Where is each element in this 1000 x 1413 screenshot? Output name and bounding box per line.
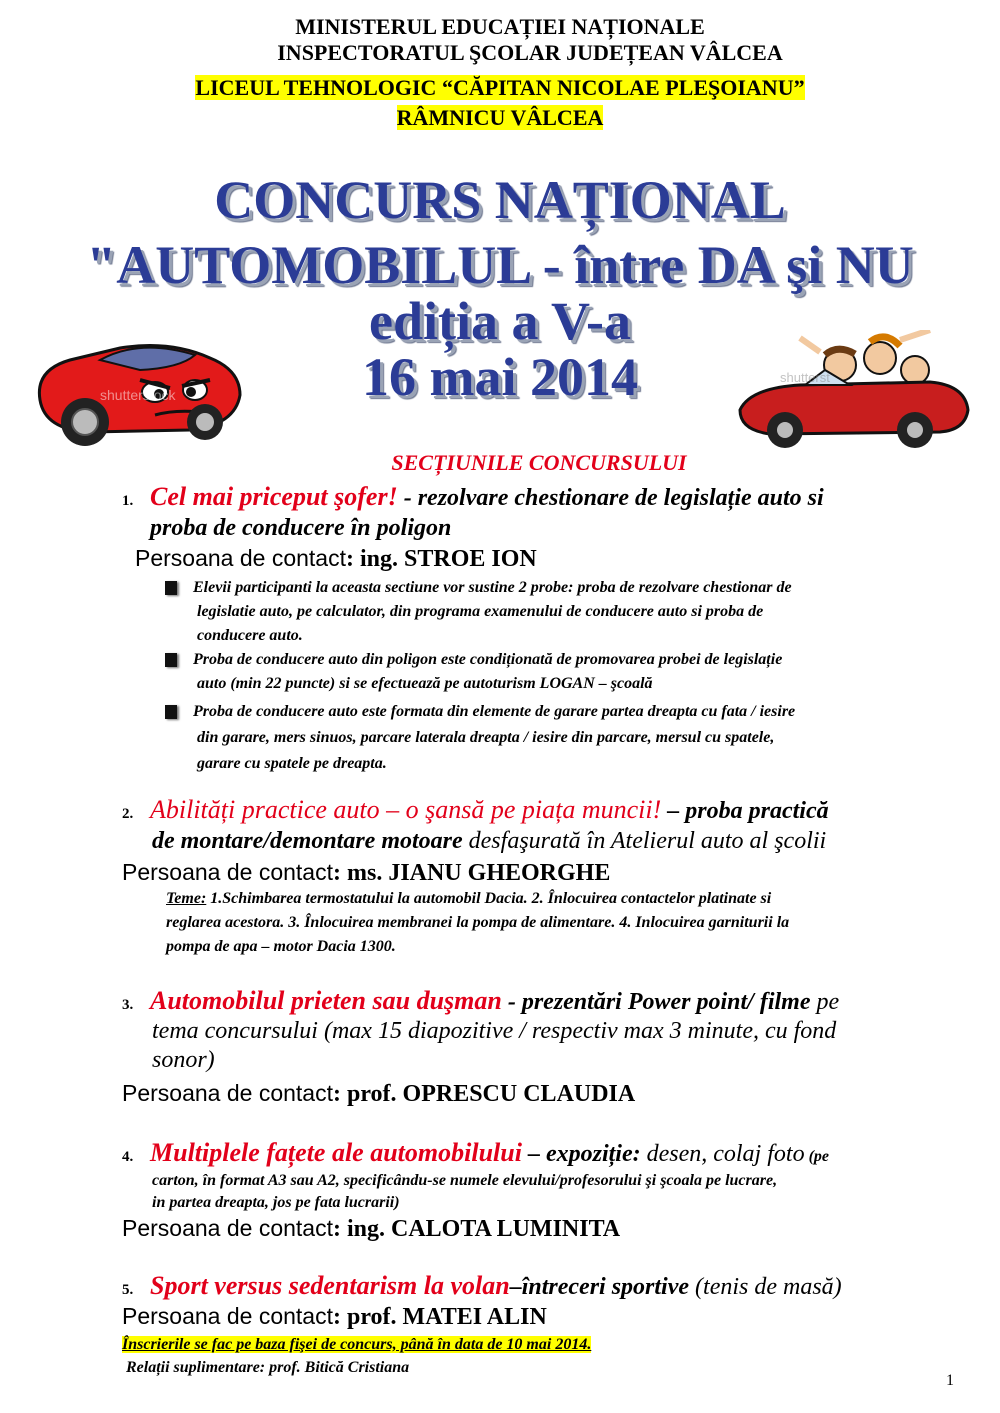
bullet-square-icon — [165, 653, 177, 667]
section-2-contact: Persoana de contact: ms. JIANU GHEORGHE — [122, 859, 611, 886]
registration-note: Înscrierile se fac pe baza fişei de concurs, până în data de 10 mai 2014. — [122, 1336, 592, 1353]
title-line-2: "AUTOMOBILUL - între DA şi NU — [86, 235, 914, 295]
section-5-contact: Persoana de contact: prof. MATEI ALIN — [122, 1303, 547, 1330]
section-4-title: Multiplele fațete ale automobilului — [150, 1138, 522, 1167]
angry-car-image — [30, 330, 250, 450]
ministry-line: MINISTERUL EDUCAȚIEI NAȚIONALE — [295, 14, 705, 39]
section-1-desc-line-2: proba de conducere în poligon — [150, 515, 452, 541]
sections-heading: SECȚIUNILE CONCURSULUI — [391, 450, 687, 475]
school-city: RÂMNICU VÂLCEA — [396, 105, 604, 130]
extra-info: Relații suplimentare: prof. Bitică Cristiana — [126, 1359, 410, 1376]
section-2-title-line: 2. Abilități practice auto – o şansă pe piața muncii! – proba practică — [122, 795, 829, 824]
section-2-teme: Teme: 1.Schimbarea termostatului la automobil Dacia. 2. Înlocuirea contactelor platinate si reglarea acestora. 3. Înlocuirea membranei la pompa de alimentare. 4. Inlocuirea garniturii la pompa de apa – motor Dacia 1300. — [166, 890, 790, 955]
inspectorate-line: INSPECTORATUL ŞCOLAR JUDEȚEAN VÂLCEA — [277, 40, 783, 65]
school-name: LICEUL TEHNOLOGIC “CĂPITAN NICOLAE PLEŞOIANU” — [195, 75, 805, 100]
section-1-title-line: 1. Cel mai priceput şofer! - rezolvare chestionare de legislație auto si — [122, 482, 824, 511]
section-2-desc-line-2: de montare/demontare motoare desfaşurată în Atelierul auto al şcolii — [152, 828, 827, 854]
section-4-desc-line-2: carton, în format A3 sau A2, specificându-se numele elevului/profesorului şi şcoala pe lucrare, — [152, 1172, 778, 1189]
title-line-3: ediția a V-a — [369, 291, 631, 351]
page-number: 1 — [946, 1372, 954, 1389]
section-2-title: Abilități practice auto – o şansă pe piața muncii! — [150, 795, 662, 824]
left-watermark: shutterstock — [100, 387, 176, 403]
section-4-title-line: 4. Multiplele fațete ale automobilului – expoziție: desen, colaj foto (pe — [122, 1138, 829, 1167]
title-line-1: CONCURS NAȚIONAL — [214, 170, 786, 230]
bullet-square-icon — [165, 581, 177, 595]
section-1-title: Cel mai priceput şofer! — [150, 482, 398, 511]
title-line-4: 16 mai 2014 — [362, 347, 638, 407]
happy-passengers-car-image — [730, 330, 975, 450]
right-watermark: shutterst — [780, 370, 830, 385]
section-5-title-line: 5. Sport versus sedentarism la volan–întreceri sportive (tenis de masă) — [122, 1271, 842, 1300]
section-3-contact: Persoana de contact: prof. OPRESCU CLAUDIA — [122, 1080, 636, 1107]
section-1-bullets: Elevii participanti la aceasta sectiune vor sustine 2 probe: proba de rezolvare chestionar de legislatie auto, pe calculator, din programa examenului de conducere auto si proba de conducere auto. Proba de conducere auto din poligon este condiționată de promovarea probei de legislație auto (min 22 puncte) si se efectuează pe autoturism LOGAN – şcoală Proba de conducere auto este formata din elemente de garare partea dreapta cu fata / iesire din garare, mers sinuos, parcare laterala dreapta / iesire din parcare, mersul cu spatele, garare cu spatele pe dreapta. — [165, 576, 795, 776]
section-3-title-line: 3. Automobilul prieten sau duşman - prezentări Power point/ filme pe — [122, 986, 840, 1015]
section-4-contact: Persoana de contact: ing. CALOTA LUMINITA — [122, 1215, 621, 1242]
bullet-square-icon — [165, 705, 177, 719]
section-3-title: Automobilul prieten sau duşman — [150, 986, 502, 1015]
section-4-desc-line-3: in partea dreapta, jos pe fata lucrarii) — [152, 1194, 400, 1211]
section-3-desc-line-2: tema concursului (max 15 diapozitive / respectiv max 3 minute, cu fond — [152, 1018, 837, 1044]
section-3-desc-line-3: sonor) — [152, 1047, 215, 1073]
section-5-title: Sport versus sedentarism la volan — [150, 1271, 510, 1300]
section-1-contact: Persoana de contact: ing. STROE ION — [135, 545, 537, 572]
